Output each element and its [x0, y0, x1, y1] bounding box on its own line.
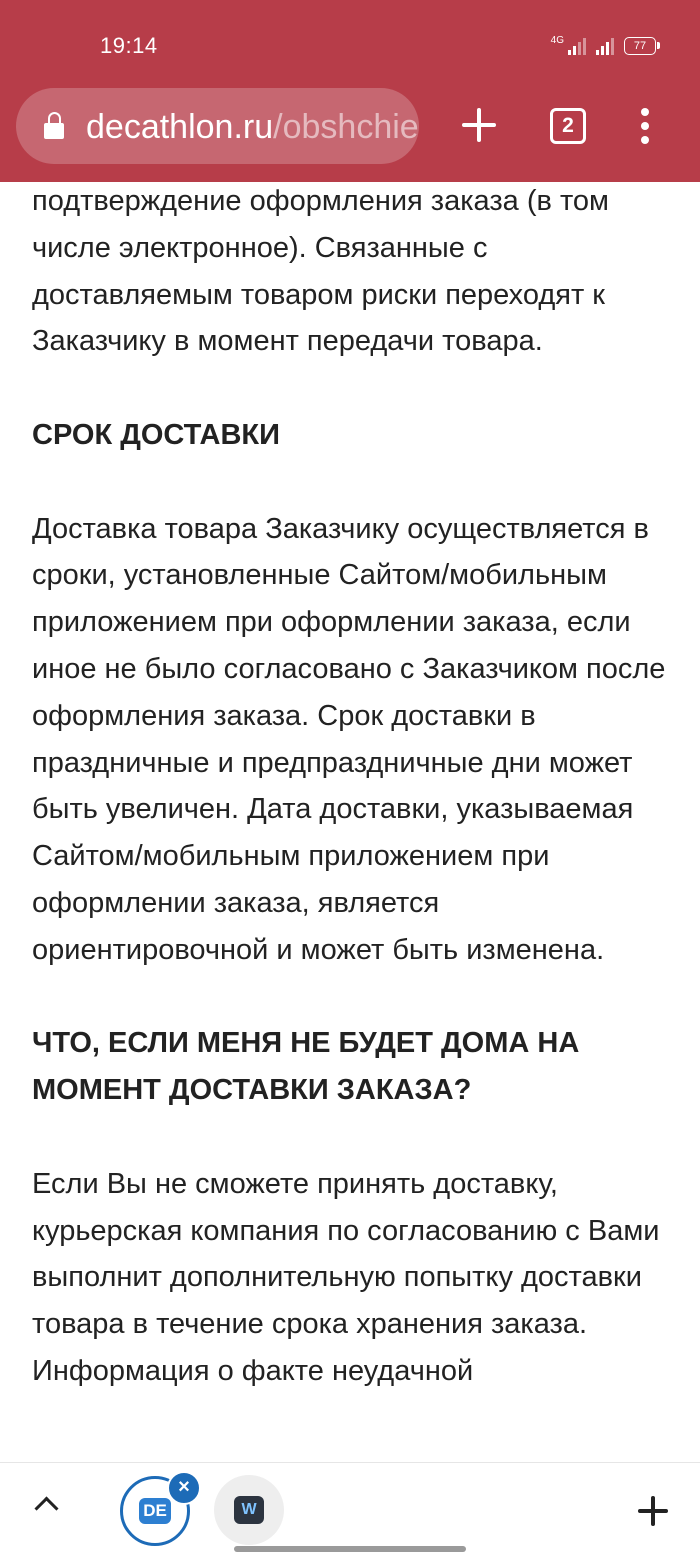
close-tab-icon[interactable]: ×: [167, 1471, 201, 1505]
tab-group-item-other[interactable]: [214, 1475, 284, 1545]
tab-switcher-icon[interactable]: 2: [550, 108, 586, 144]
url-path: /obshchie: [273, 108, 419, 146]
paragraph-delivery-time: Доставка товара Заказчику осуществляется в сроки, установленные Сайтом/мобильным приложением при оформлении заказа, если иное не было согласовано с Заказчиком после оформления заказа. Срок доставки в праздничные и предпраздничные дни может быть увеличен. Дата доставки, указываемая Сайтом/мобильным приложением при оформлении заказа, является ориентировочной и может быть изменена.: [32, 512, 666, 966]
heading-not-home: ЧТО, ЕСЛИ МЕНЯ НЕ БУДЕТ ДОМА НА МОМЕНТ ДОСТАВКИ ЗАКАЗА?: [32, 1027, 580, 1107]
add-tab-icon[interactable]: [638, 1496, 668, 1526]
article-content: [32, 178, 682, 1442]
signal-icon-2: [596, 37, 614, 55]
url-bar[interactable]: [16, 88, 419, 164]
tab-group-item-decathlon[interactable]: [120, 1476, 190, 1546]
paragraph-risks: подтверждение оформления заказа (в том числе электронное). Связанные с доставляемым товаром риски переходят к Заказчику в момент передачи товара.: [32, 185, 609, 358]
battery-icon: 77: [624, 37, 656, 55]
lock-icon[interactable]: [44, 112, 64, 140]
gesture-home-bar[interactable]: [234, 1546, 466, 1552]
site-favicon-icon: W: [234, 1496, 264, 1524]
url-domain: decathlon.ru: [86, 108, 274, 146]
network-type: 4G: [550, 34, 564, 46]
status-time: 19:14: [100, 33, 158, 58]
bottom-toolbar: [0, 1462, 700, 1557]
menu-icon[interactable]: [638, 108, 652, 144]
heading-delivery-time: СРОК ДОСТАВКИ: [32, 418, 280, 451]
new-tab-icon[interactable]: [460, 106, 498, 144]
url-text[interactable]: [86, 108, 419, 147]
decathlon-favicon-icon: DE: [139, 1498, 171, 1524]
status-bar: [0, 0, 700, 90]
chevron-up-icon[interactable]: [34, 1496, 58, 1520]
signal-icon: [568, 37, 586, 55]
status-icons: [551, 34, 656, 58]
browser-toolbar: [0, 0, 700, 182]
paragraph-not-home: Если Вы не сможете принять доставку, курьерская компания по согласованию с Вами выполнит дополнительную попытку доставки товара в течение срока хранения заказа. Информация о факте неудачной: [32, 1167, 660, 1387]
